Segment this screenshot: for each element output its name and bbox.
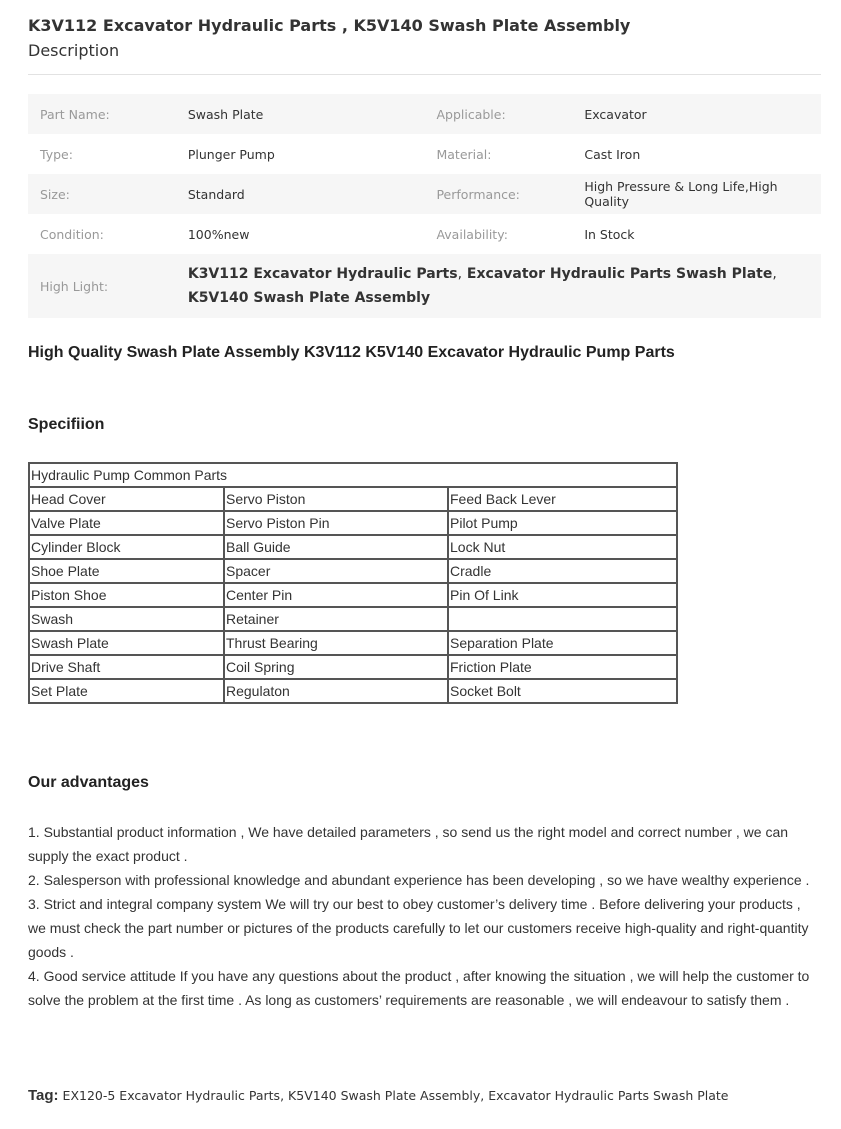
table-cell bbox=[448, 607, 677, 631]
spec-value: Standard bbox=[187, 186, 245, 202]
table-cell: Ball Guide bbox=[224, 535, 448, 559]
highlight-link[interactable]: Excavator Hydraulic Parts Swash Plate bbox=[466, 266, 773, 282]
highlight-values bbox=[176, 254, 821, 318]
spec-value: 100%new bbox=[187, 226, 250, 242]
spec-label: Size: bbox=[40, 186, 70, 202]
advantages-heading: Our advantages bbox=[28, 774, 149, 791]
table-cell: Pin Of Link bbox=[448, 583, 677, 607]
table-header: Hydraulic Pump Common Parts bbox=[29, 463, 677, 487]
tag-separator: , bbox=[480, 1088, 485, 1103]
table-cell: Swash bbox=[29, 607, 224, 631]
table-cell: Servo Piston Pin bbox=[224, 511, 448, 535]
table-cell: Drive Shaft bbox=[29, 655, 224, 679]
spec-value: Plunger Pump bbox=[187, 146, 275, 162]
table-cell: Retainer bbox=[224, 607, 448, 631]
parts-table bbox=[28, 462, 678, 704]
table-cell: Friction Plate bbox=[448, 655, 677, 679]
tag-label: Tag: bbox=[28, 1087, 59, 1104]
highlight-link[interactable]: K5V140 Swash Plate Assembly bbox=[187, 290, 431, 306]
table-row bbox=[29, 607, 677, 631]
spec-row bbox=[28, 134, 821, 174]
table-row bbox=[29, 511, 677, 535]
spec-label: Material: bbox=[436, 146, 492, 162]
page-title: K3V112 Excavator Hydraulic Parts , K5V140 Swash Plate Assembly bbox=[28, 16, 631, 35]
table-row bbox=[29, 535, 677, 559]
table-cell: Center Pin bbox=[224, 583, 448, 607]
spec-label: Performance: bbox=[436, 186, 520, 202]
spec-row-highlight bbox=[28, 254, 821, 318]
spec-value: In Stock bbox=[584, 226, 635, 242]
table-cell: Separation Plate bbox=[448, 631, 677, 655]
spec-value: High Pressure & Long Life,High Quality bbox=[584, 179, 778, 209]
spec-label: Type: bbox=[40, 146, 73, 162]
table-row bbox=[29, 679, 677, 703]
spec-heading: Specifiion bbox=[28, 416, 105, 433]
tag-link[interactable]: Excavator Hydraulic Parts Swash Plate bbox=[488, 1088, 729, 1103]
table-cell: Shoe Plate bbox=[29, 559, 224, 583]
spec-row bbox=[28, 174, 821, 214]
advantages-list bbox=[28, 820, 818, 1012]
spec-value: Cast Iron bbox=[584, 146, 641, 162]
table-cell: Piston Shoe bbox=[29, 583, 224, 607]
spec-value: Swash Plate bbox=[187, 106, 264, 122]
table-cell: Socket Bolt bbox=[448, 679, 677, 703]
table-cell: Head Cover bbox=[29, 487, 224, 511]
spec-label: Part Name: bbox=[40, 106, 110, 122]
spec-row bbox=[28, 94, 821, 134]
advantage-item: 3. Strict and integral company system We will try our best to obey customer’s delivery time . Before delivering your products , we must check the part number or pictures of the products carefully to let our customers receive high-quality and right-quantity goods . bbox=[28, 896, 809, 960]
advantage-item: 2. Salesperson with professional knowledge and abundant experience has been developing , so we have wealthy experience . bbox=[28, 872, 810, 888]
table-cell: Regulaton bbox=[224, 679, 448, 703]
table-row bbox=[29, 487, 677, 511]
spec-label: Applicable: bbox=[436, 106, 506, 122]
tag-list bbox=[28, 1087, 729, 1104]
table-cell: Lock Nut bbox=[448, 535, 677, 559]
section-subtitle: Description bbox=[28, 41, 120, 60]
product-heading: High Quality Swash Plate Assembly K3V112 K5V140 Excavator Hydraulic Pump Parts bbox=[28, 344, 675, 361]
tag-link[interactable]: EX120-5 Excavator Hydraulic Parts bbox=[62, 1088, 281, 1103]
table-cell: Thrust Bearing bbox=[224, 631, 448, 655]
tag-link[interactable]: K5V140 Swash Plate Assembly bbox=[288, 1088, 481, 1103]
divider bbox=[28, 74, 821, 75]
table-cell: Servo Piston bbox=[224, 487, 448, 511]
table-row bbox=[29, 655, 677, 679]
highlight-separator: , bbox=[457, 266, 463, 282]
table-row bbox=[29, 463, 677, 487]
table-cell: Coil Spring bbox=[224, 655, 448, 679]
highlight-label: High Light: bbox=[40, 278, 109, 294]
table-row bbox=[29, 559, 677, 583]
table-cell: Cradle bbox=[448, 559, 677, 583]
spec-table bbox=[28, 94, 821, 318]
highlight-separator: , bbox=[772, 266, 777, 282]
spec-row bbox=[28, 214, 821, 254]
table-cell: Valve Plate bbox=[29, 511, 224, 535]
table-cell: Set Plate bbox=[29, 679, 224, 703]
highlight-link[interactable]: K3V112 Excavator Hydraulic Parts bbox=[187, 266, 458, 282]
spec-label: Availability: bbox=[436, 226, 508, 242]
table-cell: Pilot Pump bbox=[448, 511, 677, 535]
table-cell: Cylinder Block bbox=[29, 535, 224, 559]
table-row bbox=[29, 631, 677, 655]
spec-label: Condition: bbox=[40, 226, 104, 242]
spec-value: Excavator bbox=[584, 106, 647, 122]
tag-separator: , bbox=[280, 1088, 285, 1103]
table-cell: Spacer bbox=[224, 559, 448, 583]
table-row bbox=[29, 583, 677, 607]
table-cell: Feed Back Lever bbox=[448, 487, 677, 511]
advantage-item: 1. Substantial product information , We have detailed parameters , so send us the right model and correct number , we can supply the exact product . bbox=[28, 824, 789, 864]
table-cell: Swash Plate bbox=[29, 631, 224, 655]
advantage-item: 4. Good service attitude If you have any questions about the product , after knowing the situation , we will help the customer to solve the problem at the first time . As long as customers’ requirements are reasonable , we will endeavour to satisfy them . bbox=[28, 968, 810, 1008]
